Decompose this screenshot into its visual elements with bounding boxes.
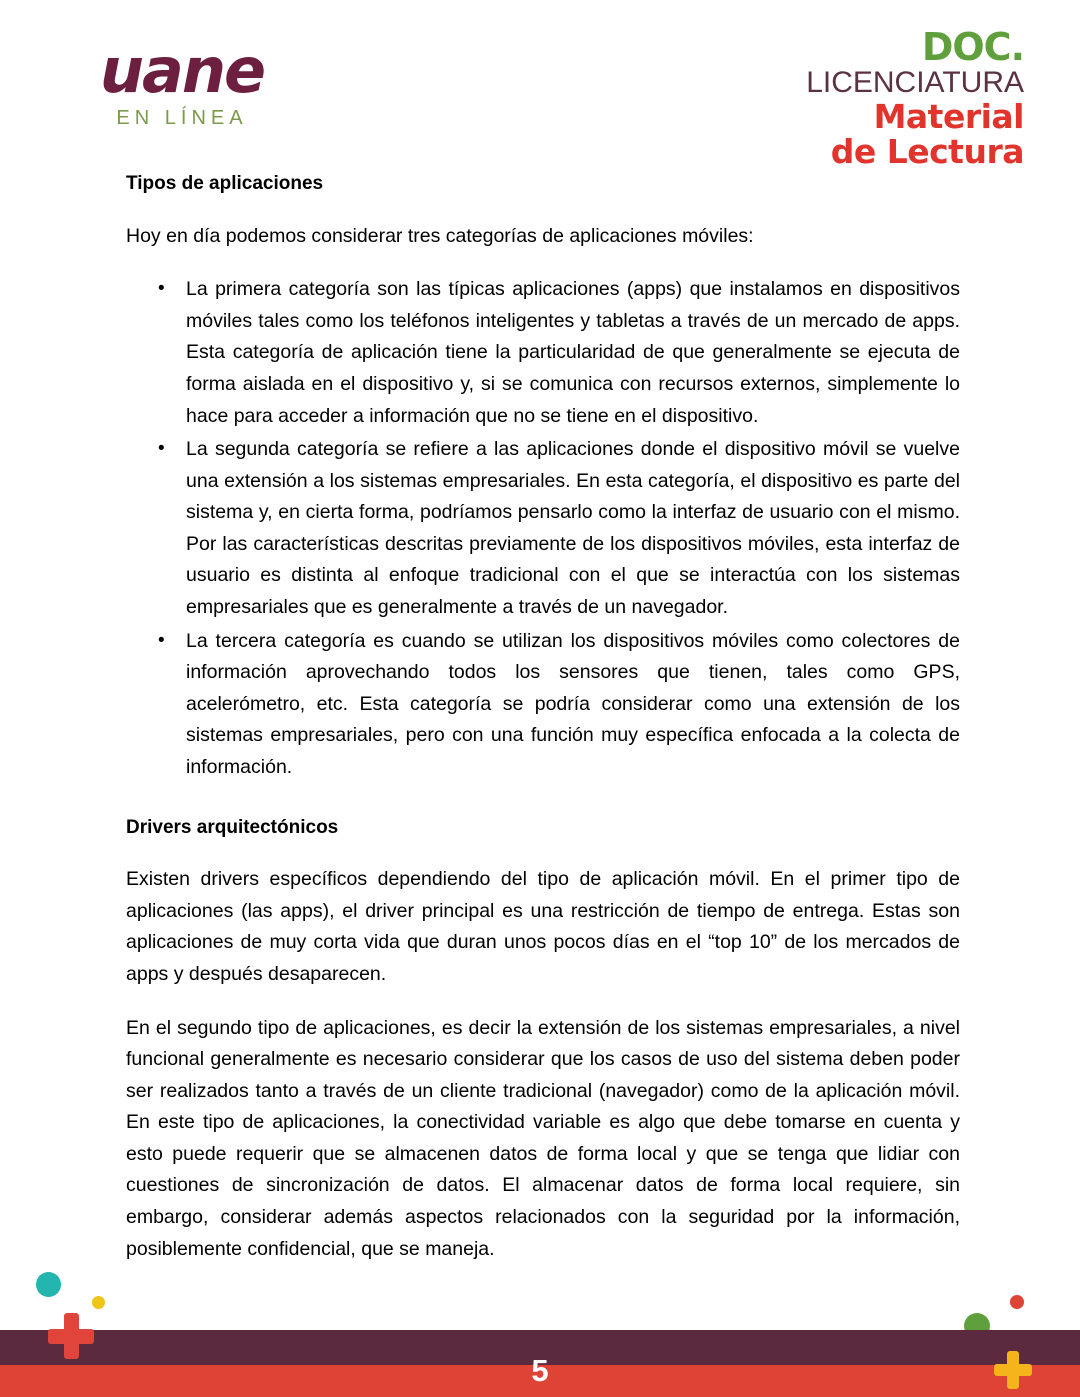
- intro-paragraph: Hoy en día podemos considerar tres categorías de aplicaciones móviles:: [126, 224, 754, 247]
- uane-tagline: EN LÍNEA: [116, 106, 248, 129]
- heading-tipos-de-aplicaciones: Tipos de aplicaciones: [126, 173, 324, 194]
- doc-badge-lectura-label: de Lectura: [830, 132, 1024, 171]
- page-header: [0, 0, 1080, 171]
- doc-badge-doc-label: DOC.: [921, 25, 1024, 69]
- paragraph-segundo-tipo: En el segundo tipo de aplicaciones, es decir la extensión de los sistemas empresariales, a nivel funcional generalmente es necesario considerar que los casos de uso del sistema deben poder ser realizados tanto a través de un cliente tradicional (navegador) como de la aplicación móvil. En este tipo de aplicaciones, la conectividad variable es algo que debe tomarse en cuenta y esto puede requerir que se almacenen datos de forma local y que se tenga que lidiar con cuestiones de sincronización de datos. El almacenar datos de forma local requiere, sin embargo, considerar además aspectos relacionados con la seguridad por la información, posiblemente confidencial, que se maneja.: [126, 1016, 960, 1260]
- red-dot-icon: [1010, 1295, 1024, 1309]
- list-item: • La primera categoría son las típicas aplicaciones (apps) que instalamos en dispositivos móviles tales como los teléfonos inteligentes y tabletas a través de un mercado de apps. Esta categoría de aplicación tiene la particularidad de que generalmente se ejecuta de forma aislada en el dispositivo y, si se comunica con recursos externos, simplemente lo hace para acceder a información que no se tiene en el dispositivo.: [126, 274, 960, 432]
- page-footer: [0, 1237, 1080, 1397]
- list-item: • La tercera categoría es cuando se utilizan los dispositivos móviles como colectores de información aprovechando todos los sensores que tienen, tales como GPS, acelerómetro, etc. Esta categoría se podría considerar como una extensión de los sistemas empresariales, pero con una función muy específica enfocada a la colecta de información.: [126, 626, 960, 784]
- list-item: • La segunda categoría se refiere a las aplicaciones donde el dispositivo móvil se vuelve una extensión a los sistemas empresariales. En esta categoría, el dispositivo es parte del sistema y, en cierta forma, podríamos pensarlo como la interfaz de usuario con el mismo. Por las características descritas previamente de los dispositivos móviles, esta interfaz de usuario es distinta al enfoque tradicional con el que se interactúa con los sistemas empresariales que es generalmente a través de un navegador.: [126, 434, 960, 623]
- document-content: [126, 172, 960, 1287]
- doc-badge: [806, 25, 1024, 171]
- paragraph-drivers: Existen drivers específicos dependiendo del tipo de aplicación móvil. En el primer tipo de aplicaciones (las apps), el driver principal es una restricción de tiempo de entrega. Estas son aplicaciones de muy corta vida que duran unos pocos días en el “top 10” de los mercados de apps y después desaparecen.: [126, 868, 960, 985]
- doc-badge-material-label: Material: [873, 97, 1024, 136]
- categorias-bullet-list: [126, 274, 960, 783]
- yellow-dot-icon: [92, 1296, 105, 1309]
- page-number: 5: [531, 1353, 549, 1388]
- teal-circle-icon: [36, 1272, 61, 1297]
- uane-logo: [62, 34, 302, 130]
- doc-badge-licenciatura-label: LICENCIATURA: [806, 66, 1024, 99]
- heading-drivers-arquitectonicos: Drivers arquitectónicos: [126, 816, 339, 838]
- uane-wordmark: uane: [99, 34, 265, 107]
